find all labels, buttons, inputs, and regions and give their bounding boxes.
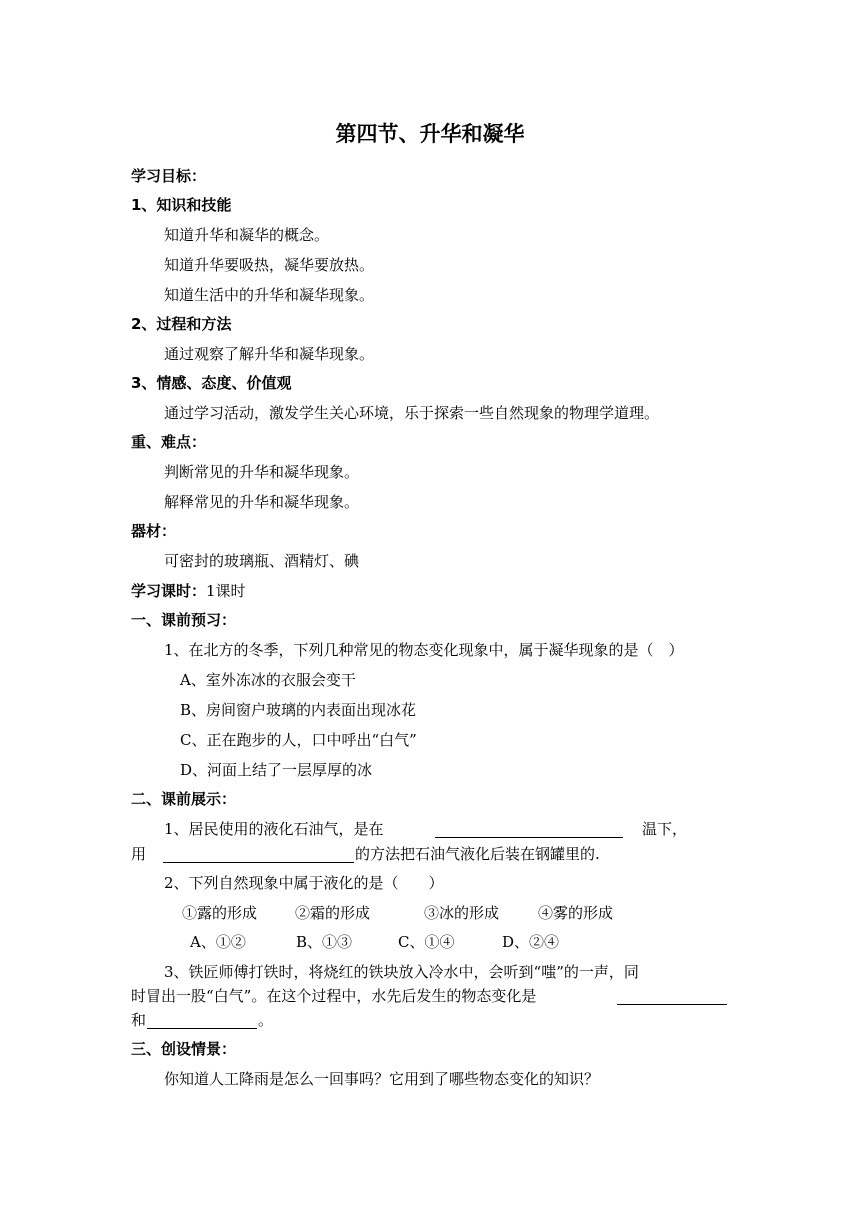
process-heading: 2、过程和方法 (131, 315, 232, 333)
knowledge-item: 知道升华和凝华的概念。 (164, 226, 330, 244)
show-q1-blank-2[interactable] (163, 848, 354, 863)
materials-text: 可密封的玻璃瓶、酒精灯、碘 (164, 552, 360, 570)
key-heading: 重、难点： (131, 433, 207, 451)
preview-heading: 一、课前预习： (131, 611, 237, 629)
show-q3-line2: 时冒出一股“白气”。在这个过程中，水先后发生的物态变化是 (131, 987, 537, 1005)
preview-option-c: C、正在跑步的人，口中呼出“白气” (180, 731, 417, 749)
process-item: 通过观察了解升华和凝华现象。 (164, 345, 375, 363)
show-q1-blank-1[interactable] (435, 823, 623, 838)
emotion-heading: 3、情感、态度、价值观 (131, 374, 292, 392)
show-q2-item: ②霜的形成 (295, 904, 371, 922)
show-q2: 2、下列自然现象中属于液化的是（ ） (164, 874, 444, 892)
knowledge-heading: 1、知识和技能 (131, 196, 232, 214)
show-heading: 二、课前展示： (131, 790, 237, 808)
goals-heading: 学习目标： (131, 167, 207, 185)
scenario-text: 你知道人工降雨是怎么一回事吗？它用到了哪些物态变化的知识？ (164, 1070, 600, 1088)
show-q1-part3: 用 (131, 845, 147, 863)
scenario-heading: 三、创设情景： (131, 1040, 237, 1058)
key-item: 解释常见的升华和凝华现象。 (164, 493, 360, 511)
show-q2-item: ③冰的形成 (424, 904, 500, 922)
knowledge-item: 知道生活中的升华和凝华现象。 (164, 286, 375, 304)
preview-question: 1、在北方的冬季，下列几种常见的物态变化现象中，属于凝华现象的是（ ） (164, 641, 684, 659)
show-q2-option: C、①④ (398, 933, 455, 951)
preview-option-a: A、室外冻冰的衣服会变干 (180, 671, 356, 689)
knowledge-item: 知道升华要吸热，凝华要放热。 (164, 256, 375, 274)
key-item: 判断常见的升华和凝华现象。 (164, 463, 360, 481)
emotion-item: 通过学习活动，激发学生关心环境，乐于探索一些自然现象的物理学道理。 (164, 404, 660, 422)
show-q2-option: D、②④ (502, 933, 560, 951)
period-text: 1课时 (206, 582, 246, 600)
show-q3-blank-2[interactable] (147, 1014, 257, 1029)
preview-option-d: D、河面上结了一层厚厚的冰 (180, 761, 373, 779)
show-q3-and: 和 (131, 1011, 147, 1029)
show-q3-blank-1[interactable] (617, 990, 727, 1005)
period-line (131, 581, 246, 601)
page-title: 第四节、升华和凝华 (335, 122, 525, 146)
show-q3-line1: 3、铁匠师傅打铁时，将烧红的铁块放入冷水中，会听到“嗤”的一声，同 (164, 963, 639, 981)
show-q2-item: ①露的形成 (182, 904, 258, 922)
materials-heading: 器材： (131, 522, 177, 540)
preview-option-b: B、房间窗户玻璃的内表面出现冰花 (180, 701, 417, 719)
show-q3-end: 。 (258, 1011, 274, 1029)
show-q2-option: B、①③ (296, 933, 353, 951)
show-q2-option: A、①② (190, 933, 246, 951)
show-q1-part2: 温下， (642, 820, 688, 838)
period-heading: 学习课时： (131, 582, 207, 600)
show-q1-part1: 1、居民使用的液化石油气，是在 (164, 820, 384, 838)
show-q2-item: ④雾的形成 (538, 904, 614, 922)
show-q1-part4: 的方法把石油气液化后装在钢罐里的. (355, 845, 600, 863)
